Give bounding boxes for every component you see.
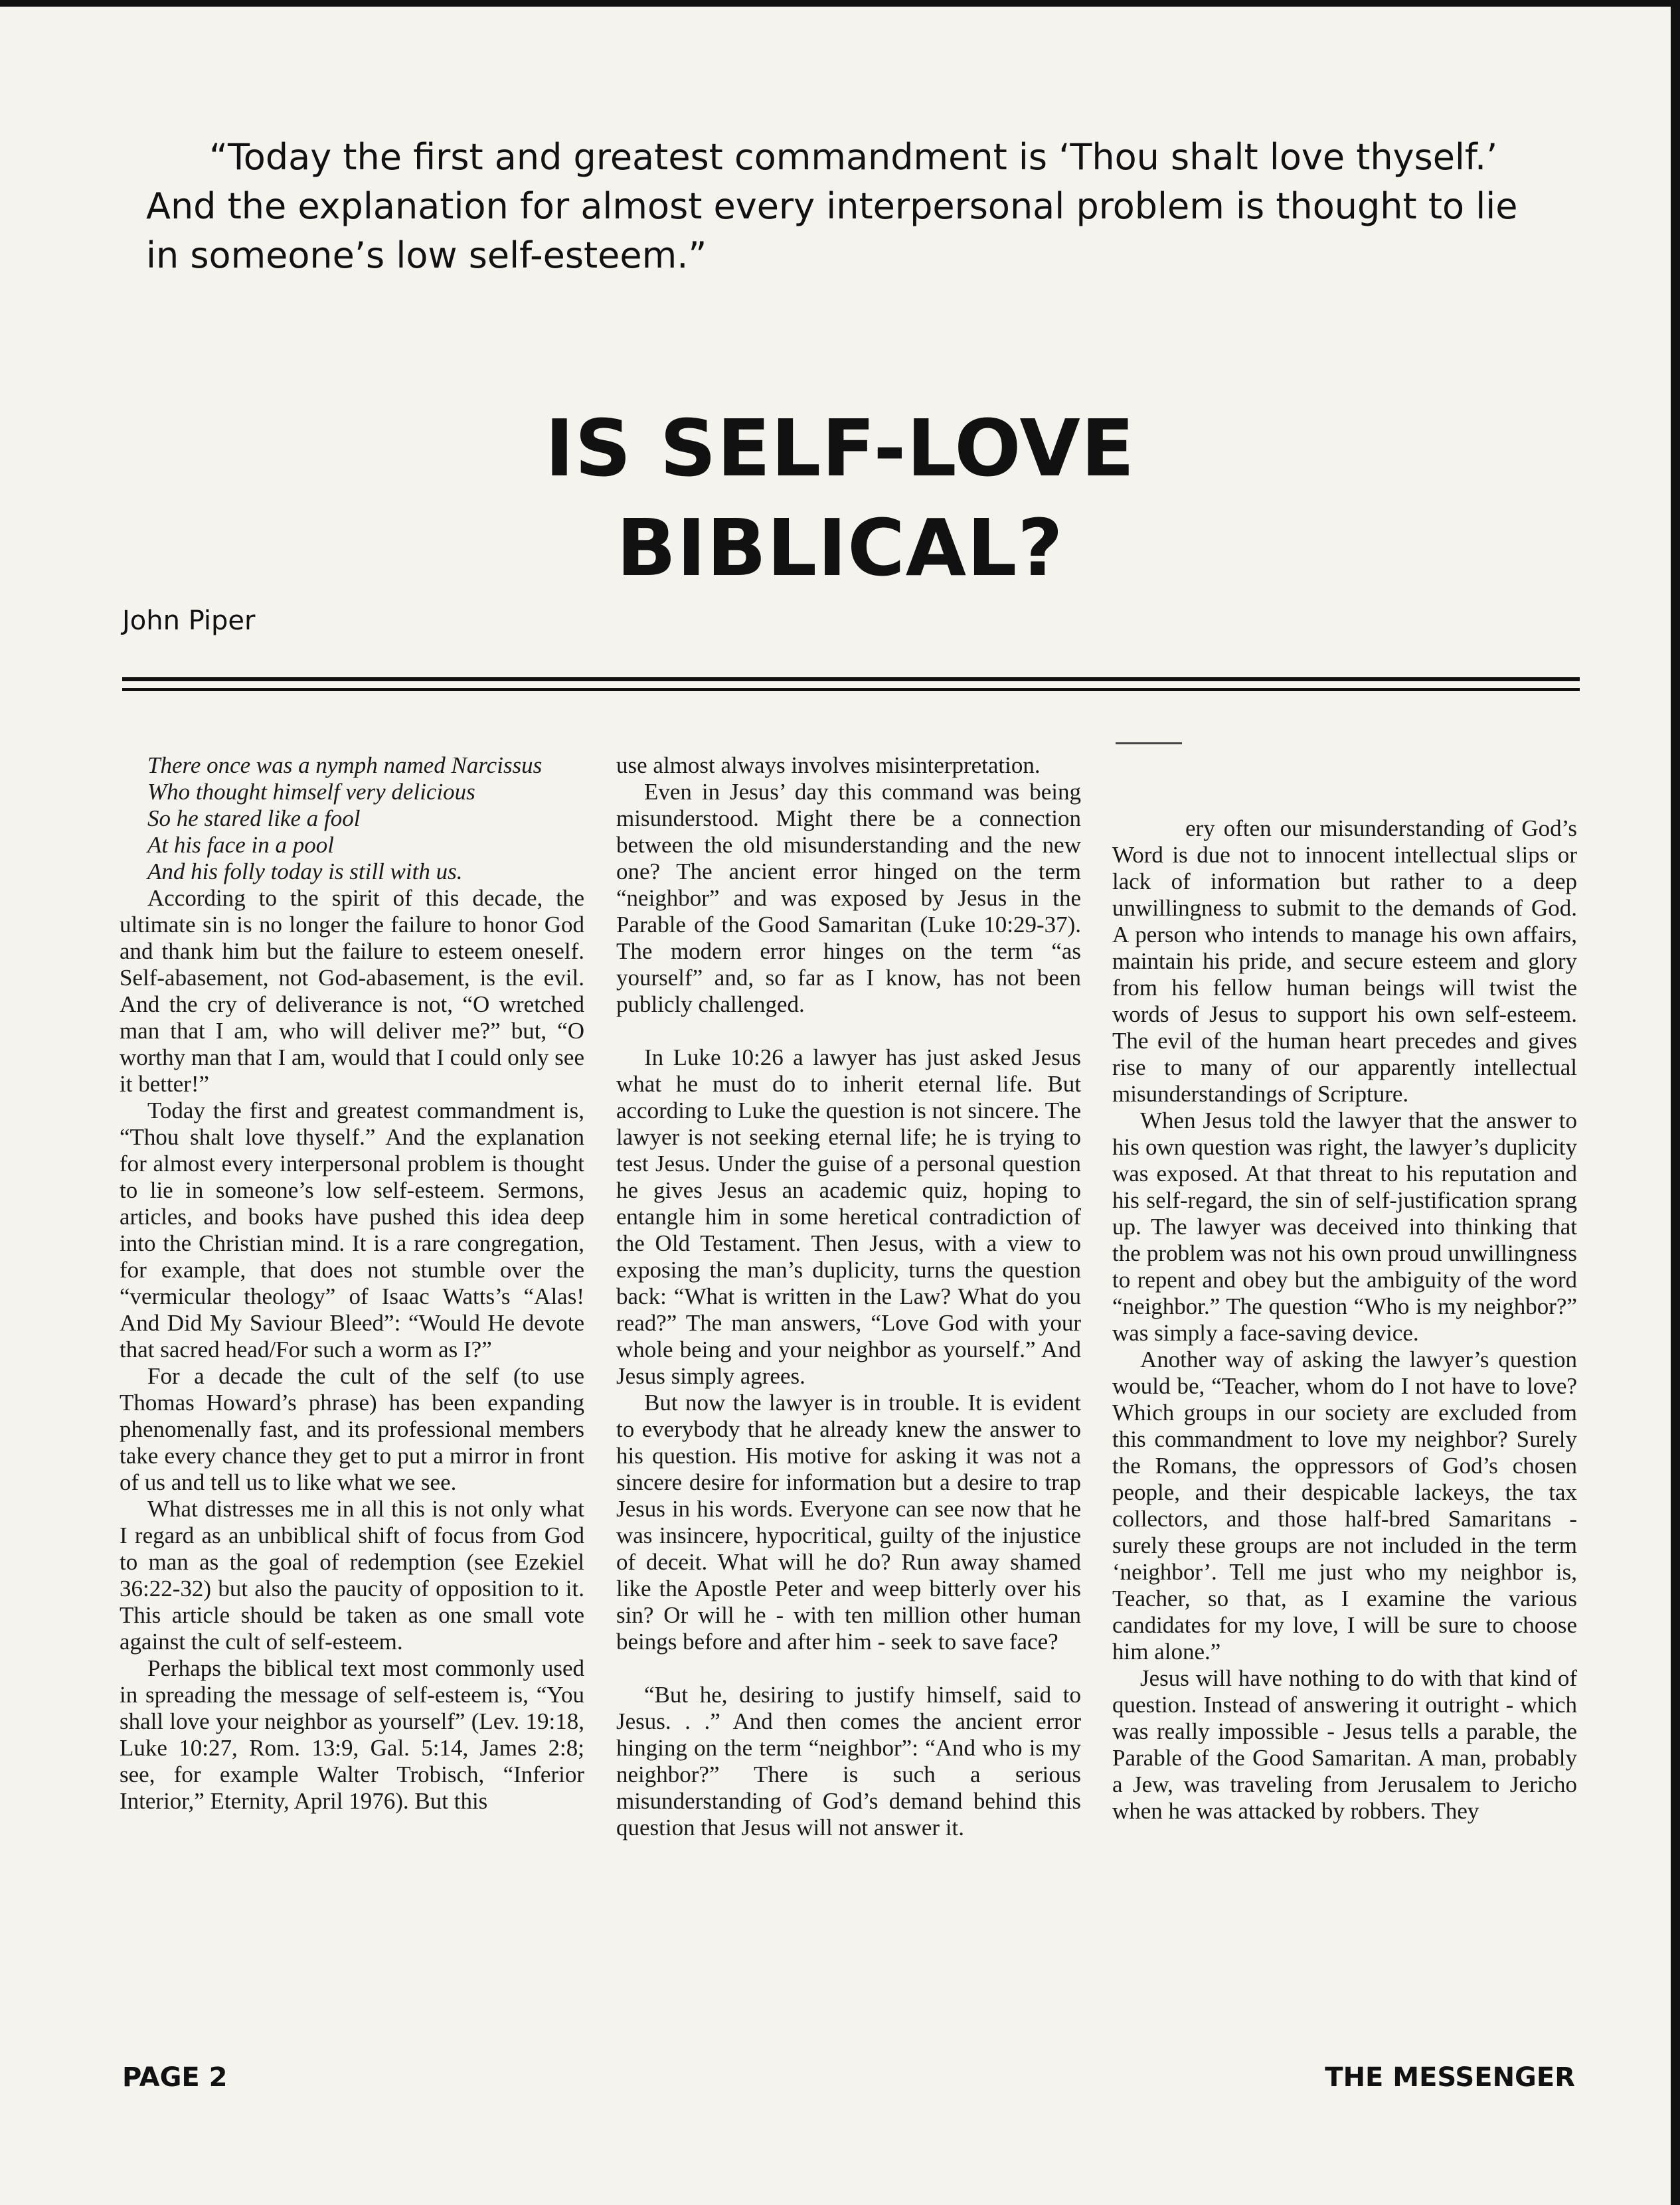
article-title-line: IS SELF-LOVE (545, 402, 1135, 494)
pull-quote-line: “Today the first and greatest commandment is ‘Thou shalt love thyself.’ (209, 136, 1498, 178)
pull-quote-line: And the explanation for almost every interpersonal problem is thought to lie (146, 185, 1518, 227)
paragraph: Perhaps the biblical text most commonly used in spreading the message of self-esteem is, “You shall love your neighbor as yourself” (Lev. 19:18, Luke 10:27, Rom. 13:9, Gal. 5:14, James 2:8; see, for example Walter Trobisch, “Inferior Interior,” Eternity, April 1976). But this (120, 1655, 584, 1814)
divider-rule (122, 688, 1580, 691)
paragraph: Another way of asking the lawyer’s question would be, “Teacher, whom do I not have to love? Which groups in our society are excluded from this commandment to love my neighbor? Surely the Romans, the oppressors of God’s chosen people, and their despicable lackeys, the tax collectors, and those half-bred Samaritans - surely these groups are not included in the term ‘neighbor’. Tell me just who my neighbor is, Teacher, so that, as I examine the various candidates for my love, I will be sure to choose him alone.” (1112, 1347, 1577, 1665)
missing-drop-cap-mark (1116, 742, 1182, 752)
poem-line: So he stared like a fool (147, 805, 361, 831)
paragraph: Even in Jesus’ day this command was being misunderstood. Might there be a connection between the old misunderstanding and the new one? The ancient error hinged on the term “neighbor” and was exposed by Jesus in the Parable of the Good Samaritan (Luke 10:29-37). The modern error hinges on the term “as yourself” and, so far as I know, has not been publicly challenged. (616, 779, 1081, 1017)
paragraph: Today the first and greatest commandment is, “Thou shalt love thyself.” And the explanation for almost every interpersonal problem is thought to lie in someone’s low self-esteem. Sermons, articles, and books have pushed this idea deep into the Christian mind. It is a rare congregation, for example, that does not stumble over the “vermicular theology” of Isaac Watts’s “Alas! And Did My Saviour Bleed”: “Would He devote that sacred head/For such a worm as I?” (120, 1098, 584, 1362)
article-column-1 (120, 752, 584, 1815)
paragraph: For a decade the cult of the self (to use Thomas Howard’s phrase) has been expanding phenomenally fast, and its professional members take every chance they get to put a mirror in front of us and tell us to like what we see. (120, 1363, 584, 1495)
paragraph: When Jesus told the lawyer that the answer to his own question was right, the lawyer’s duplicity was exposed. At that threat to his reputation and his self-regard, the sin of self-justification sprang up. The lawyer was deceived into thinking that the problem was not his own proud unwillingness to repent and obey but the ambiguity of the word “neighbor.” The question “Who is my neighbor?” was simply a face-saving device. (1112, 1107, 1577, 1346)
poem-line: And his folly today is still with us. (147, 858, 463, 884)
paragraph: In Luke 10:26 a lawyer has just asked Jesus what he must do to inherit eternal life. But according to Luke the question is not sincere. The lawyer is not seeking eternal life; he is trying to test Jesus. Under the guise of a personal question he gives Jesus an academic quiz, hoping to entangle him in some heretical contradiction of the Old Testament. Then Jesus, with a view to exposing the man’s duplicity, turns the question back: “What is written in the Law? What do you read?” The man answers, “Love God with your whole being and your neighbor as yourself.” And Jesus simply agrees. (616, 1044, 1081, 1389)
article-column-3 (1112, 752, 1577, 1825)
paragraph: Jesus will have nothing to do with that kind of question. Instead of answering it outright - which was really impossible - Jesus tells a parable, the Parable of the Good Samaritan. A man, probably a Jew, was traveling from Jerusalem to Jericho when he was attacked by robbers. They (1112, 1665, 1577, 1824)
page-number: PAGE 2 (122, 2062, 228, 2093)
poem-line: Who thought himself very delicious (147, 779, 475, 805)
article-column-2 (616, 752, 1081, 1841)
pull-quote-line: in someone’s low self-esteem.” (146, 234, 707, 276)
paragraph: According to the spirit of this decade, the ultimate sin is no longer the failure to honor God and thank him but the failure to esteem oneself. Self-abasement, not God-abasement, is the evil. And the cry of deliverance is not, “O wretched man that I am, who will deliver me?” but, “O worthy man that I am, would that I could only see it better!” (120, 885, 584, 1097)
divider-rule (122, 677, 1580, 681)
paragraph: use almost always involves misinterpretation. (616, 752, 1041, 778)
publication-name: THE MESSENGER (1325, 2062, 1575, 2093)
paragraph: What distresses me in all this is not only what I regard as an unbiblical shift of focus from God to man as the goal of redemption (see Ezekiel 36:22-32) but also the paucity of opposition to it. This article should be taken as one small vote against the cult of self-esteem. (120, 1496, 584, 1655)
limerick (120, 752, 584, 885)
poem-line: At his face in a pool (147, 832, 334, 858)
paragraph: But now the lawyer is in trouble. It is evident to everybody that he already knew the answer to his question. His motive for asking it was not a sincere desire for information but a desire to trap Jesus in his words. Everyone can see now that he was insincere, hypocritical, guilty of the injustice of deceit. What will he do? Run away shamed like the Apostle Peter and weep bitterly over his sin? Or will he - with ten million other human beings before and after him - seek to save face? (616, 1390, 1081, 1655)
article-title-line: BIBLICAL? (616, 502, 1064, 594)
paragraph-text: ery often our misunderstanding of God’s Word is due not to innocent intellectual slips or lack of information but rather to a deep unwillingness to submit to the demands of God. A person who intends to manage his own affairs, maintain his pride, and secure esteem and glory from his fellow human beings will twist the words of Jesus to support his own self-esteem. The evil of the human heart precedes and gives rise to many of our apparently intellectual misunderstandings of Scripture. (1112, 815, 1577, 1107)
paragraph (1112, 815, 1577, 1107)
author-byline: John Piper (122, 606, 256, 636)
pull-quote (146, 133, 1594, 280)
poem-line: There once was a nymph named Narcissus (147, 752, 543, 778)
article-title (0, 398, 1680, 598)
paragraph: “But he, desiring to justify himself, said to Jesus. . .” And then comes the ancient error hinging on the term “neighbor”: “And who is my neighbor?” There is such a serious misunderstanding of God’s demand behind this question that Jesus will not answer it. (616, 1682, 1081, 1840)
